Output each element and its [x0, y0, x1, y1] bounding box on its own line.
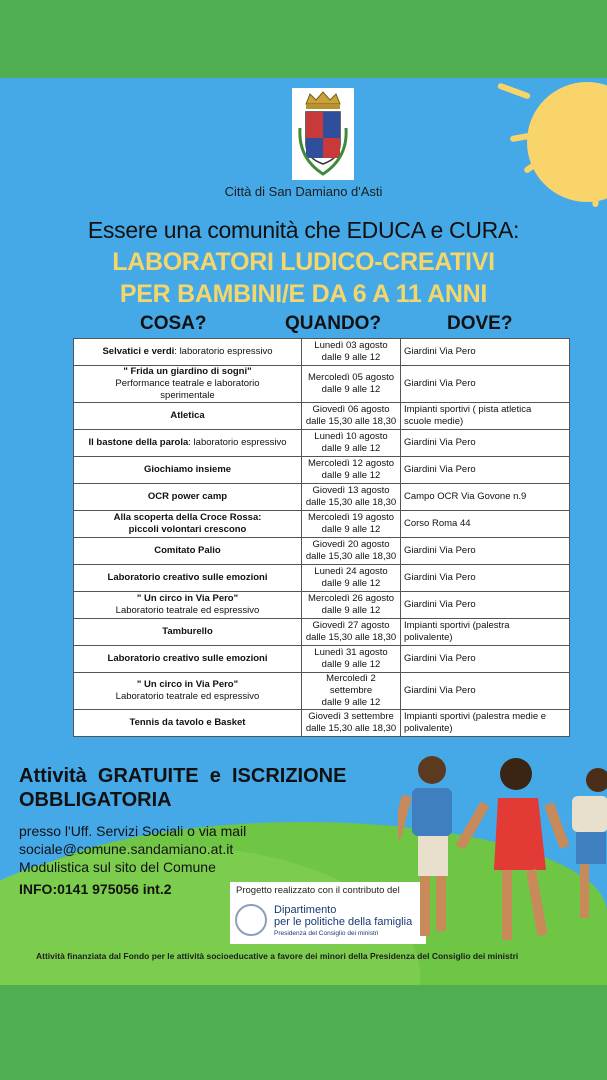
activity-cell-line: sperimentale — [160, 390, 215, 401]
funding-footer: Attività finanziata dal Fondo per le attività socioeducative a favore dei minori della Presidenza del Consiglio dei ministri — [36, 951, 519, 961]
table-row — [74, 339, 570, 366]
title-line-1: LABORATORI LUDICO-CREATIVI — [112, 248, 495, 276]
activity-cell-line: Giochiamo insieme — [143, 464, 232, 475]
place-cell — [401, 457, 570, 484]
table-row — [74, 511, 570, 538]
sponsor-dept-1: Dipartimento — [274, 904, 337, 916]
place-cell — [401, 339, 570, 366]
registration-email: sociale@comune.sandamiano.at.it — [19, 841, 234, 857]
place-cell — [401, 673, 570, 710]
place-cell — [401, 366, 570, 403]
table-row — [74, 565, 570, 592]
date-cell — [302, 430, 401, 457]
date-cell-line: Lunedì 24 agosto — [314, 566, 388, 577]
sponsor-dept-2: per le politiche della famiglia — [274, 916, 413, 928]
italian-republic-emblem-icon — [235, 904, 267, 936]
registration-forms: Modulistica sul sito del Comune — [19, 859, 216, 875]
activity-cell — [74, 457, 302, 484]
activity-cell — [74, 565, 302, 592]
table-row — [74, 619, 570, 646]
column-header-quando: QUANDO? — [285, 313, 382, 334]
activity-cell — [74, 366, 302, 403]
date-cell — [302, 565, 401, 592]
activity-cell-line: piccoli volontari crescono — [128, 524, 247, 535]
activity-cell-line: Il bastone della parola: laboratorio espressivo — [88, 437, 287, 448]
date-cell — [302, 592, 401, 619]
place-cell — [401, 511, 570, 538]
date-cell-line: Lunedì 10 agosto — [314, 431, 388, 442]
table-row — [74, 403, 570, 430]
date-cell-line: dalle 9 alle 12 — [321, 470, 381, 481]
place-cell-line: Giardini Via Pero — [404, 346, 476, 357]
place-cell-line: Impianti sportivi (palestra — [404, 620, 510, 631]
date-cell-line: Mercoledì 05 agosto — [307, 372, 395, 383]
date-cell-line: dalle 9 alle 12 — [321, 352, 381, 363]
column-header-cosa: COSA? — [140, 313, 207, 334]
date-cell — [302, 673, 401, 710]
activity-cell-line: Alla scoperta della Croce Rossa: — [113, 512, 262, 523]
activity-cell-line: " Un circo in Via Pero" — [136, 679, 239, 690]
sponsor-box — [230, 882, 426, 944]
date-cell — [302, 403, 401, 430]
table-row — [74, 710, 570, 737]
place-cell — [401, 592, 570, 619]
place-cell-line: Giardini Via Pero — [404, 599, 476, 610]
activity-cell — [74, 339, 302, 366]
column-header-dove: DOVE? — [447, 313, 513, 334]
place-cell — [401, 710, 570, 737]
date-cell-line: Mercoledì 19 agosto — [307, 512, 395, 523]
date-cell-line: Lunedì 31 agosto — [314, 647, 388, 658]
date-cell — [302, 457, 401, 484]
activity-cell — [74, 538, 302, 565]
activity-cell — [74, 484, 302, 511]
date-cell-line: Giovedì 20 agosto — [312, 539, 390, 550]
place-cell-line: Giardini Via Pero — [404, 545, 476, 556]
place-cell — [401, 619, 570, 646]
date-cell-line: dalle 9 alle 12 — [321, 659, 381, 670]
place-cell-line: polivalente) — [404, 723, 453, 734]
table-row — [74, 366, 570, 403]
place-cell-line: Corso Roma 44 — [404, 518, 471, 529]
table-row — [74, 457, 570, 484]
date-cell-line: dalle 15,30 alle 18,30 — [305, 416, 397, 427]
date-cell-line: Mercoledì 12 agosto — [307, 458, 395, 469]
activity-cell-line: Laboratorio teatrale ed espressivo — [115, 605, 260, 616]
date-cell-line: dalle 9 alle 12 — [321, 524, 381, 535]
activity-cell — [74, 710, 302, 737]
activity-cell-line: Comitato Palio — [154, 545, 221, 556]
place-cell-line: Giardini Via Pero — [404, 572, 476, 583]
free-activities-notice — [19, 764, 346, 812]
table-row — [74, 484, 570, 511]
activity-cell-line: Tennis da tavolo e Basket — [129, 717, 246, 728]
city-name: Città di San Damiano d'Asti — [224, 184, 383, 199]
activity-cell — [74, 646, 302, 673]
notice-line-1: Attività GRATUITE e ISCRIZIONE — [19, 765, 347, 787]
date-cell-line: dalle 9 alle 12 — [321, 605, 381, 616]
place-cell — [401, 484, 570, 511]
date-cell — [302, 646, 401, 673]
date-cell-line: Mercoledì 26 agosto — [307, 593, 395, 604]
registration-office: presso l'Uff. Servizi Sociali o via mail — [19, 823, 247, 839]
table-row — [74, 673, 570, 710]
place-cell-line: polivalente) — [404, 632, 453, 643]
registration-info — [19, 822, 246, 876]
date-cell — [302, 366, 401, 403]
title-line-2: PER BAMBINI/E DA 6 A 11 ANNI — [119, 280, 488, 308]
city-crest-icon — [292, 88, 354, 180]
date-cell-line: dalle 15,30 alle 18,30 — [305, 497, 397, 508]
activity-cell-line: Performance teatrale e laboratorio — [115, 378, 260, 389]
date-cell — [302, 511, 401, 538]
children-running-illustration — [398, 750, 607, 980]
place-cell — [401, 403, 570, 430]
activity-cell — [74, 619, 302, 646]
date-cell — [302, 538, 401, 565]
schedule-table — [73, 338, 570, 737]
activity-cell — [74, 430, 302, 457]
info-phone: INFO:0141 975056 int.2 — [19, 881, 172, 897]
place-cell-line: Campo OCR Via Govone n.9 — [404, 491, 527, 502]
date-cell-line: Mercoledì 2 settembre — [326, 673, 376, 696]
activity-cell — [74, 403, 302, 430]
sponsor-dept-3: Presidenza del Consiglio dei ministri — [274, 930, 379, 937]
date-cell-line: Giovedì 3 settembre — [308, 711, 394, 722]
date-cell — [302, 484, 401, 511]
activity-cell-line: Atletica — [170, 410, 205, 421]
activity-cell — [74, 511, 302, 538]
table-row — [74, 592, 570, 619]
place-cell-line: Giardini Via Pero — [404, 437, 476, 448]
activity-cell-line: Laboratorio teatrale ed espressivo — [115, 691, 260, 702]
date-cell-line: dalle 15,30 alle 18,30 — [305, 551, 397, 562]
date-cell-line: dalle 9 alle 12 — [321, 697, 381, 708]
date-cell-line: dalle 9 alle 12 — [321, 578, 381, 589]
place-cell-line: Impianti sportivi (palestra medie e — [404, 711, 547, 722]
date-cell — [302, 710, 401, 737]
date-cell-line: dalle 15,30 alle 18,30 — [305, 632, 397, 643]
place-cell-line: scuole medie) — [404, 416, 464, 427]
date-cell — [302, 339, 401, 366]
headline: Essere una comunità che EDUCA e CURA: — [87, 217, 520, 243]
date-cell — [302, 619, 401, 646]
activity-cell-line: Selvatici e verdi: laboratorio espressivo — [102, 346, 273, 357]
activity-cell-line: Laboratorio creativo sulle emozioni — [107, 572, 268, 583]
activity-cell-line: Laboratorio creativo sulle emozioni — [107, 653, 268, 664]
place-cell — [401, 538, 570, 565]
notice-line-2: OBBLIGATORIA — [19, 789, 172, 811]
activity-cell-line: Tamburello — [162, 626, 213, 637]
date-cell-line: dalle 9 alle 12 — [321, 443, 381, 454]
place-cell-line: Giardini Via Pero — [404, 685, 476, 696]
date-cell-line: dalle 15,30 alle 18,30 — [305, 723, 397, 734]
sponsor-title: Progetto realizzato con il contributo del — [236, 885, 400, 896]
place-cell-line: Impianti sportivi ( pista atletica — [404, 404, 532, 415]
place-cell-line: Giardini Via Pero — [404, 464, 476, 475]
date-cell-line: Lunedì 03 agosto — [314, 340, 388, 351]
place-cell — [401, 565, 570, 592]
table-row — [74, 538, 570, 565]
activity-cell-line: " Frida un giardino di sogni" — [123, 366, 252, 377]
place-cell-line: Giardini Via Pero — [404, 378, 476, 389]
activity-cell-line: OCR power camp — [147, 491, 228, 502]
activity-cell — [74, 592, 302, 619]
place-cell — [401, 646, 570, 673]
date-cell-line: Giovedì 13 agosto — [312, 485, 390, 496]
place-cell — [401, 430, 570, 457]
date-cell-line: dalle 9 alle 12 — [321, 384, 381, 395]
table-row — [74, 646, 570, 673]
table-row — [74, 430, 570, 457]
date-cell-line: Giovedì 06 agosto — [312, 404, 390, 415]
activity-cell-line: " Un circo in Via Pero" — [136, 593, 239, 604]
date-cell-line: Giovedì 27 agosto — [312, 620, 390, 631]
place-cell-line: Giardini Via Pero — [404, 653, 476, 664]
activity-cell — [74, 673, 302, 710]
